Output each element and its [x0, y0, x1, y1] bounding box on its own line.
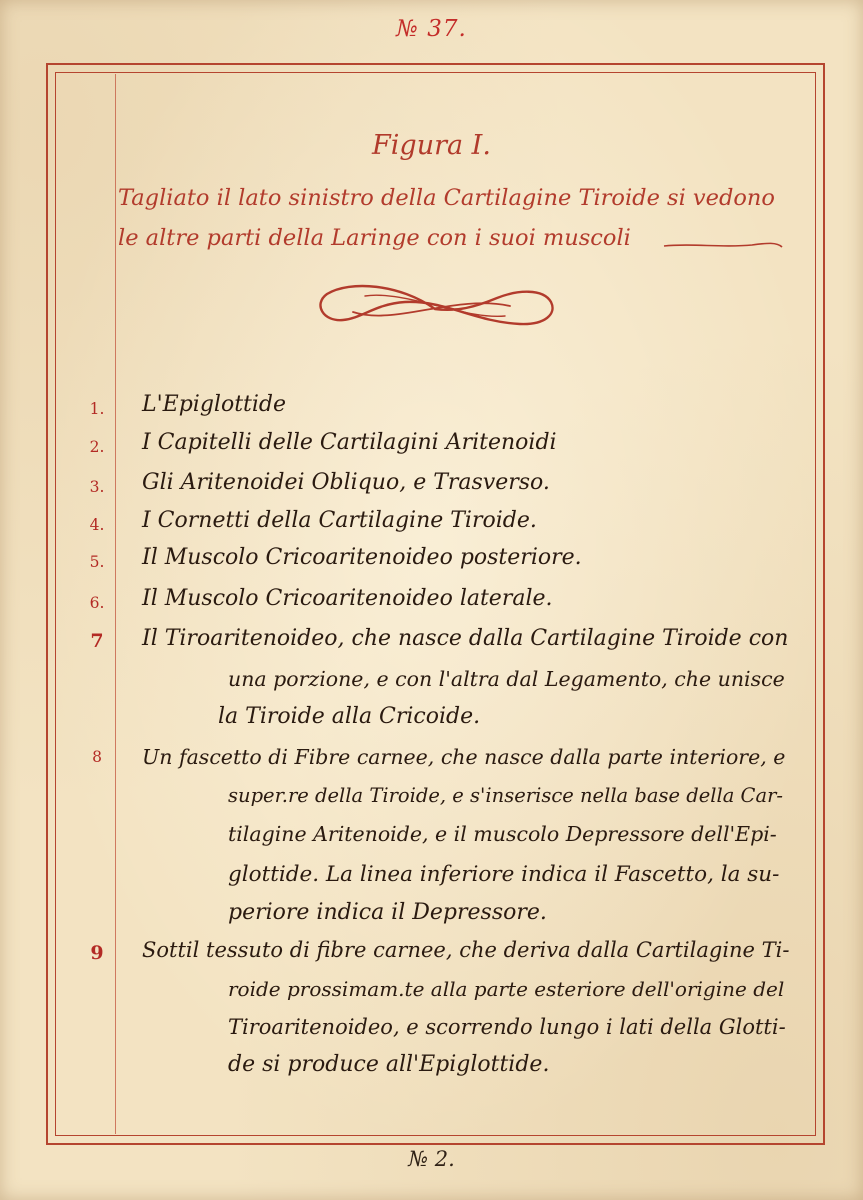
calligraphic-flourish — [305, 276, 563, 342]
entry-8-line-5: periore indica il Depressore. — [228, 900, 547, 925]
entry-3-line-1: Gli Aritenoidei Obliquo, e Trasverso. — [142, 470, 550, 495]
entry-1-line-1: L'Epiglottide — [142, 392, 287, 417]
figure-title: Figura I. — [372, 130, 491, 161]
entry-9-line-2: roide prossimam.te alla parte esteriore dell'origine del — [228, 977, 785, 1001]
entry-4-line-1: I Cornetti della Cartilagine Tiroide. — [142, 508, 537, 533]
entry-number-2: 2. — [89, 438, 105, 456]
entry-number-7: 7 — [90, 630, 104, 652]
entry-8-line-2: super.re della Tiroide, e s'inserisce nella base della Car- — [228, 784, 784, 807]
margin-rule — [115, 74, 116, 1134]
entry-5-line-1: Il Muscolo Cricoaritenoideo posteriore. — [142, 545, 582, 570]
folio-number: № 37. — [396, 16, 467, 42]
entry-8-line-1: Un fascetto di Fibre carnee, che nasce dalla parte interiore, e — [142, 745, 786, 769]
page-footer-mark: № 2. — [408, 1147, 455, 1171]
entry-7-line-2: una porzione, e con l'altra dal Legamento, che unisce — [228, 667, 785, 691]
entry-7-line-1: Il Tiroaritenoideo, che nasce dalla Cartilagine Tiroide con — [142, 626, 789, 651]
entry-number-6: 6. — [89, 594, 105, 612]
entry-7-line-3: la Tiroide alla Cricoide. — [218, 704, 481, 729]
entry-8-line-4: glottide. La linea inferiore indica il Fascetto, la su- — [228, 862, 780, 887]
entry-8-line-3: tilagine Aritenoide, e il muscolo Depressore dell'Epi- — [228, 822, 777, 846]
entry-6-line-1: Il Muscolo Cricoaritenoideo laterale. — [142, 586, 553, 611]
figure-caption-line-1: Tagliato il lato sinistro della Cartilagine Tiroide si vedono — [118, 185, 775, 211]
entry-9-line-1: Sottil tessuto di fibre carnee, che deriva dalla Cartilagine Ti- — [142, 938, 790, 962]
entry-2-line-1: I Capitelli delle Cartilagini Aritenoidi — [142, 430, 557, 455]
entry-number-4: 4. — [89, 516, 105, 534]
figure-caption-line-2: le altre parti della Laringe con i suoi muscoli — [118, 225, 631, 251]
entry-number-5: 5. — [89, 553, 105, 571]
entry-9-line-4: de si produce all'Epiglottide. — [228, 1052, 550, 1077]
entry-9-line-3: Tiroaritenoideo, e scorrendo lungo i lati della Glotti- — [228, 1015, 786, 1039]
entry-number-9: 9 — [90, 942, 104, 964]
entry-number-1: 1. — [89, 400, 105, 418]
entry-number-8: 8 — [92, 748, 102, 766]
caption-tail-flourish — [662, 238, 784, 252]
entry-number-3: 3. — [89, 478, 105, 496]
